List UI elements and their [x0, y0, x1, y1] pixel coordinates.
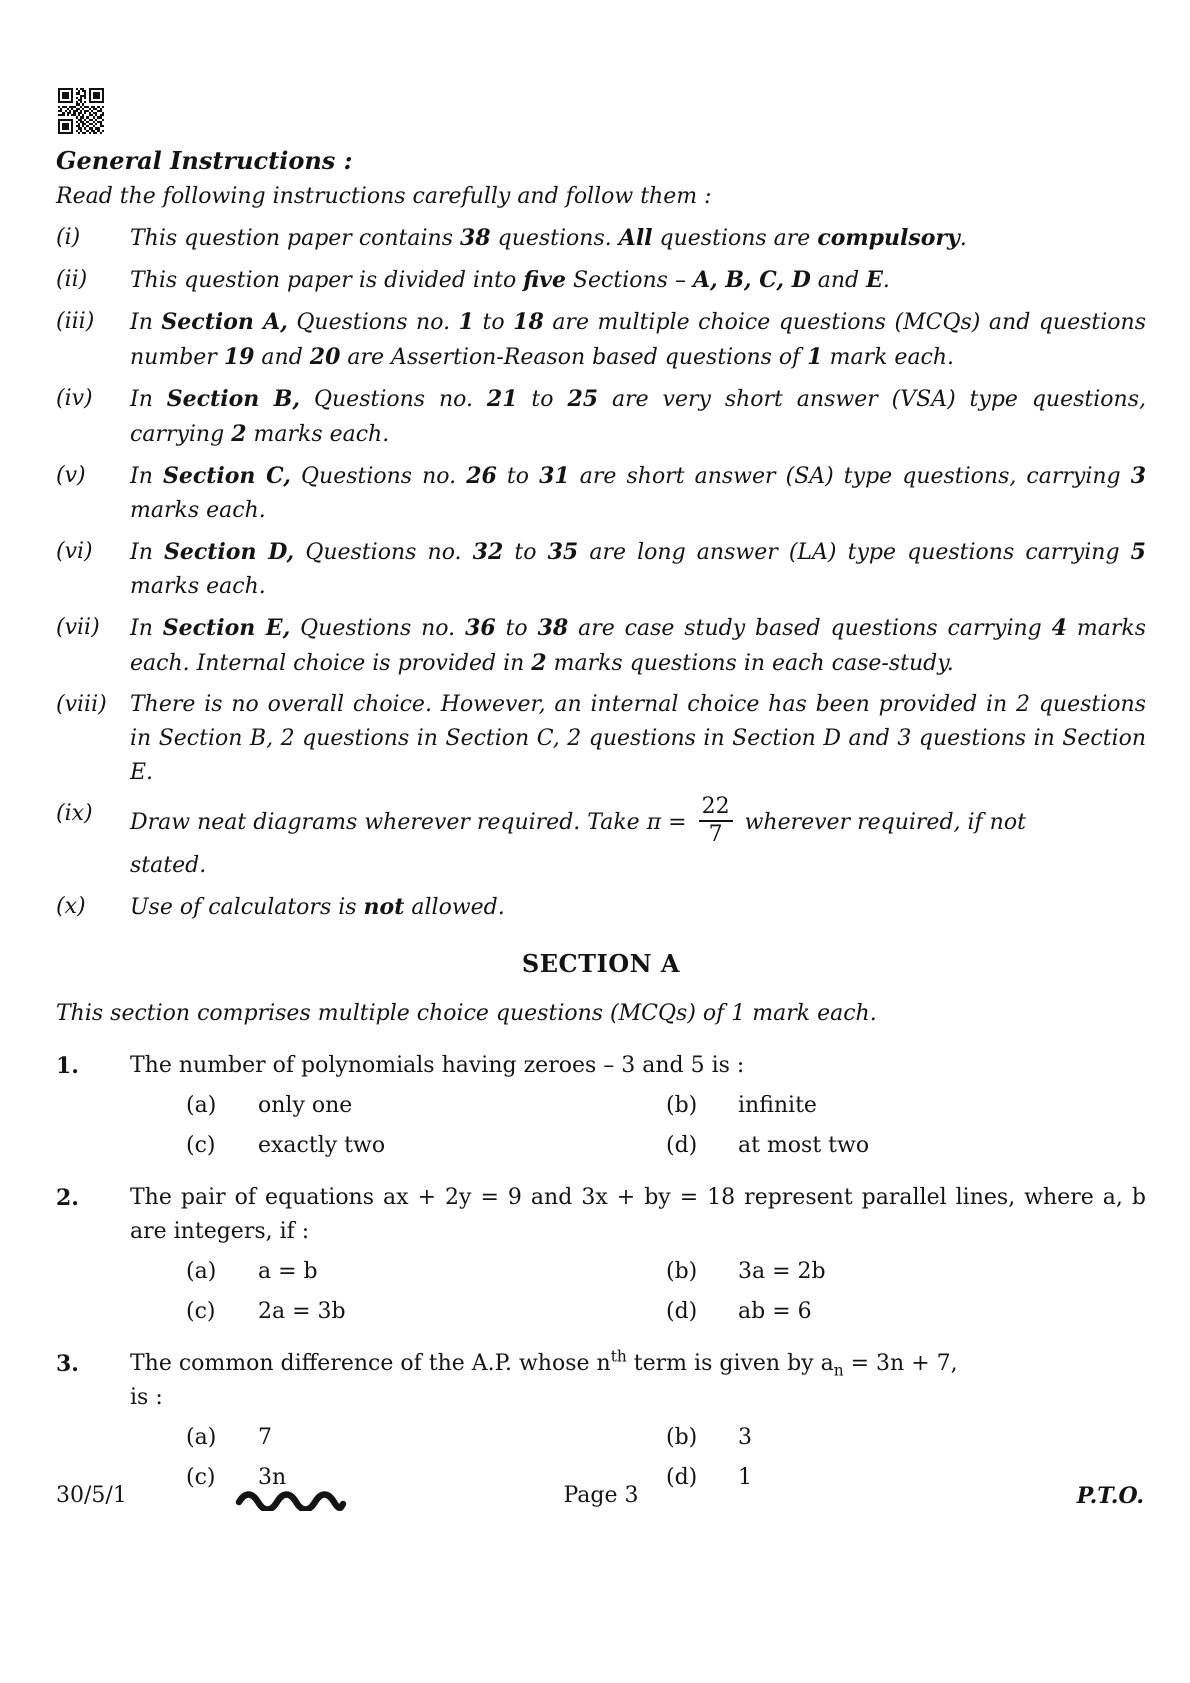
option-text: 3 [738, 1425, 752, 1451]
option-a [186, 1089, 666, 1123]
pto-label: P.T.O. [1076, 1483, 1144, 1509]
option-label: (d) [666, 1299, 698, 1325]
instruction-item-i [56, 221, 1146, 256]
question-text: The pair of equations ax + 2y = 9 and 3x + by = 18 represent parallel lines, where a, b are integers, if : [130, 1185, 1146, 1245]
instruction-text: There is no overall choice. However, an internal choice has been provided in 2 questions in Section B, 2 questions in Section C, 2 questions in Section D and 3 questions in Section E. [130, 692, 1146, 785]
option-label: (d) [666, 1133, 698, 1159]
question-1 [56, 1049, 1146, 1083]
question-2-options [186, 1255, 1146, 1329]
instruction-number: (iii) [56, 309, 95, 334]
instruction-item-ii [56, 263, 1146, 298]
option-text: infinite [738, 1093, 817, 1119]
option-text: 2a = 3b [258, 1299, 346, 1325]
option-label: (a) [186, 1093, 217, 1119]
option-label: (c) [186, 1299, 216, 1325]
instruction-number: (iv) [56, 386, 93, 411]
instruction-number: (viii) [56, 692, 107, 717]
page-number: Page 3 [563, 1483, 639, 1508]
question-number: 1. [56, 1053, 79, 1080]
instruction-text: In Section B, Questions no. 21 to 25 are very short answer (VSA) type questions, carrying 2 marks each. [130, 386, 1146, 447]
instruction-item-v [56, 459, 1146, 528]
option-b [666, 1089, 1146, 1123]
option-text: exactly two [258, 1133, 386, 1159]
instruction-item-x [56, 890, 1146, 925]
section-a-heading: SECTION A [521, 949, 681, 979]
instruction-text: Use of calculators is not allowed. [130, 894, 505, 921]
option-label: (a) [186, 1425, 217, 1451]
option-a [186, 1255, 666, 1289]
instruction-text: In Section E, Questions no. 36 to 38 are case study based questions carrying 4 marks each. Internal choice is provided in 2 marks questions in each case-study. [130, 615, 1146, 676]
instruction-number: (vii) [56, 615, 100, 640]
option-label: (c) [186, 1465, 216, 1491]
option-label: (c) [186, 1133, 216, 1159]
instruction-item-iv [56, 382, 1146, 452]
instruction-number: (x) [56, 894, 86, 920]
question-3 [56, 1347, 1146, 1415]
instruction-item-iii [56, 305, 1146, 375]
option-text: 3n [258, 1465, 287, 1491]
option-b [666, 1421, 1146, 1455]
option-b [666, 1255, 1146, 1289]
instruction-item-vi [56, 535, 1146, 604]
option-text: ab = 6 [738, 1299, 812, 1325]
option-text: 3a = 2b [738, 1259, 826, 1285]
instruction-text: In Section D, Questions no. 32 to 35 are long answer (LA) type questions carrying 5 marks each. [130, 539, 1146, 599]
option-text: only one [258, 1093, 353, 1119]
instruction-text: In Section A, Questions no. 1 to 18 are multiple choice questions (MCQs) and questions number 19 and 20 are Assertion-Reason based questions of 1 mark each. [130, 309, 1146, 370]
instructions-list [56, 221, 1146, 925]
instructions-intro: Read the following instructions carefully and follow them : [56, 184, 712, 209]
instruction-item-vii [56, 611, 1146, 681]
question-1-options [186, 1089, 1146, 1163]
qr-code-icon [58, 88, 104, 134]
instruction-number: (ix) [56, 801, 93, 826]
option-d [666, 1129, 1146, 1163]
question-text: The number of polynomials having zeroes – 3 and 5 is : [130, 1053, 745, 1079]
general-instructions-title: General Instructions : [56, 146, 353, 175]
instruction-item-viii [56, 688, 1146, 790]
option-text: a = b [258, 1259, 318, 1285]
section-a-note: This section comprises multiple choice questions (MCQs) of 1 mark each. [56, 1001, 877, 1027]
question-number: 2. [56, 1185, 79, 1212]
page-footer [56, 1479, 1146, 1515]
question-2 [56, 1181, 1146, 1249]
option-label: (b) [666, 1425, 698, 1451]
option-label: (a) [186, 1259, 217, 1285]
option-label: (b) [666, 1259, 698, 1285]
instruction-text: Draw neat diagrams wherever required. Take π = $\frac{22}{7}$ wherever required, if not stated. [130, 794, 1026, 879]
instruction-number: (i) [56, 225, 81, 250]
instruction-number: (ii) [56, 267, 88, 292]
option-label: (d) [666, 1465, 698, 1491]
question-text: The common difference of the A.P. whose $n^{th}$ term is given by $a_n = 3n + 7$, is : [130, 1348, 958, 1411]
option-text: 7 [258, 1425, 272, 1451]
instruction-item-ix [56, 794, 1146, 883]
question-number: 3. [56, 1351, 79, 1378]
instruction-number: (vi) [56, 539, 93, 564]
option-c [186, 1295, 666, 1329]
option-d [666, 1295, 1146, 1329]
option-label: (b) [666, 1093, 698, 1119]
option-a [186, 1421, 666, 1455]
instruction-text: In Section C, Questions no. 26 to 31 are short answer (SA) type questions, carrying 3 marks each. [130, 463, 1146, 523]
paper-code: 30/5/1 [56, 1483, 127, 1508]
option-text: at most two [738, 1133, 870, 1159]
option-c [186, 1129, 666, 1163]
option-text: 1 [738, 1465, 752, 1491]
instruction-text: This question paper is divided into five Sections – A, B, C, D and E. [130, 267, 890, 293]
instruction-number: (v) [56, 463, 86, 488]
instruction-text: This question paper contains 38 questions. All questions are compulsory. [130, 225, 967, 251]
